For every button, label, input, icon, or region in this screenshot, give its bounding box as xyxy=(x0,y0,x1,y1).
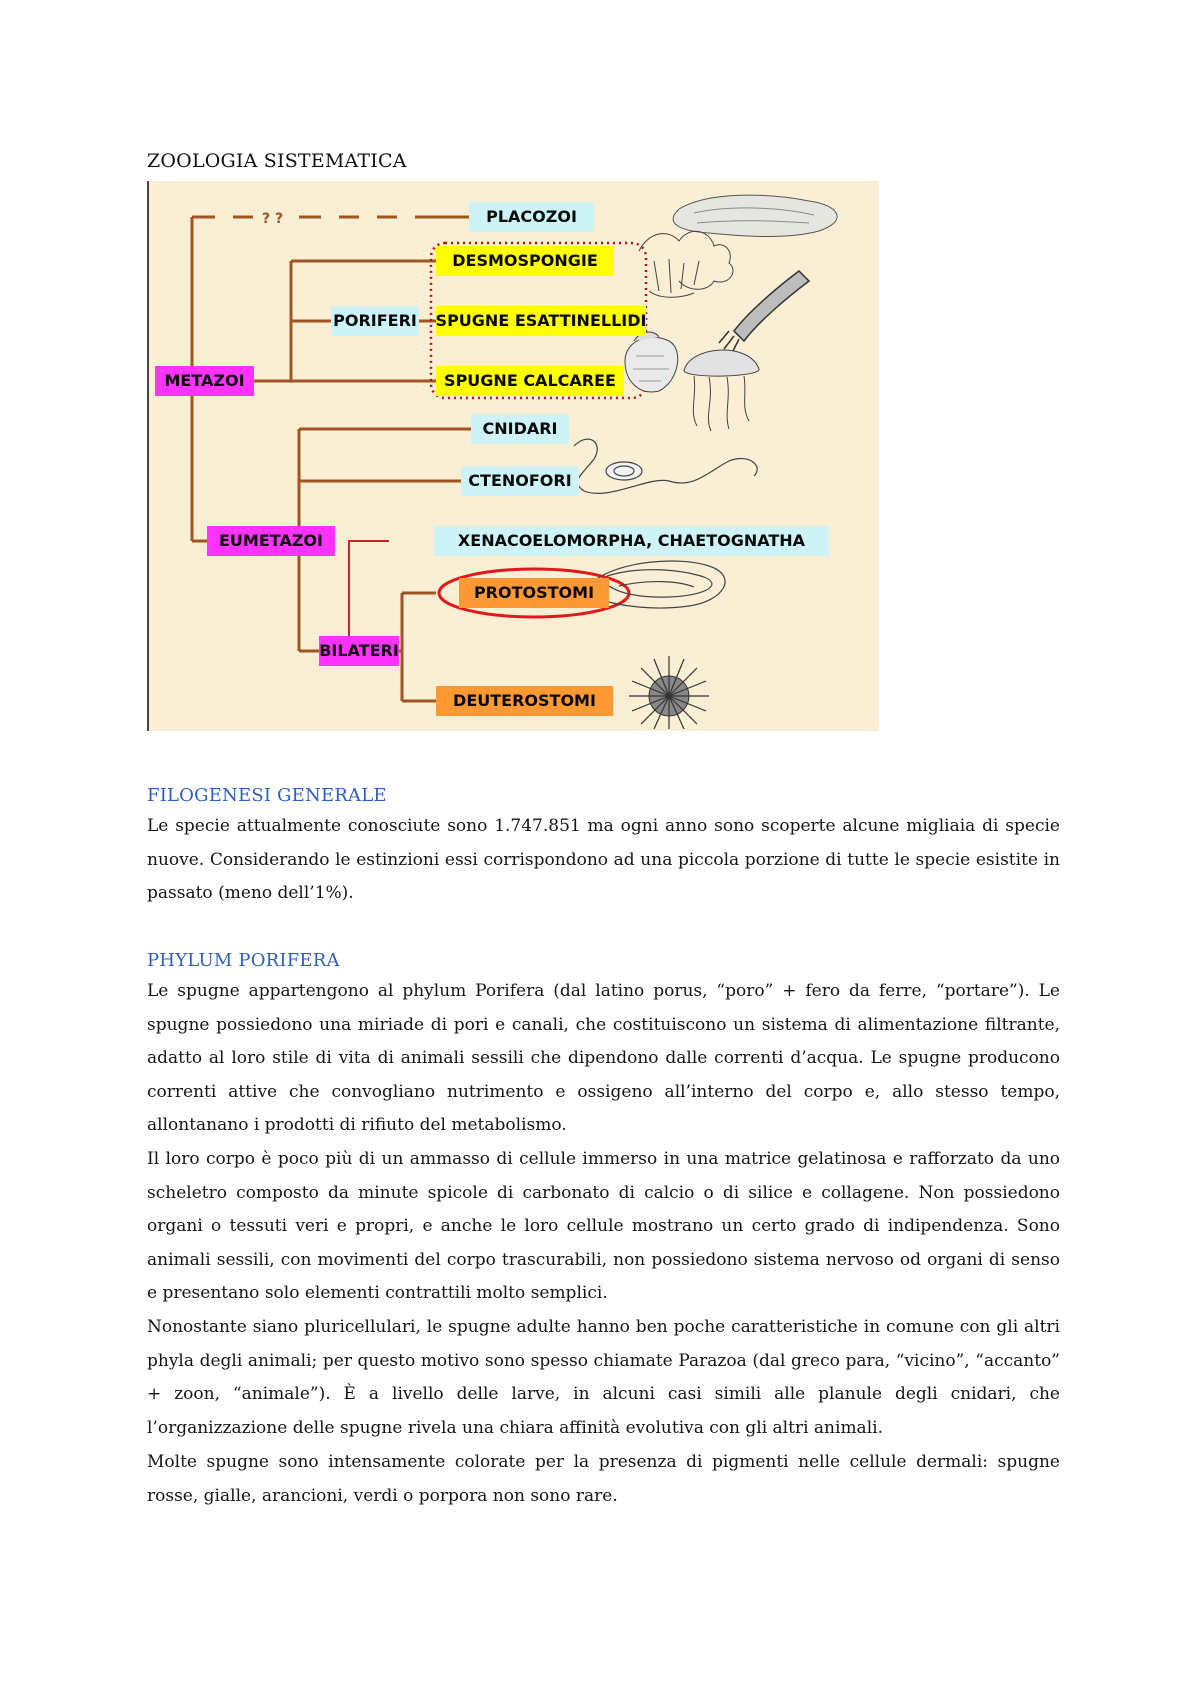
glass-sponge-sketch xyxy=(719,271,809,351)
document-title: ZOOLOGIA SISTEMATICA xyxy=(147,150,407,172)
node-poriferi: PORIFERI xyxy=(331,306,419,336)
flatworm-sketch xyxy=(594,561,725,608)
node-bilateri: BILATERI xyxy=(319,636,399,666)
paragraph-porifera-2: Il loro corpo è poco più di un ammasso di cellule immerso in una matrice gelatinosa e rafforzato da uno scheletro composto da minute spicole di carbonato di calcio o di silice e collagene. Non possiedono organi o tessuti veri e propri, e anche le loro cellule mostrano un certo grado di indipendenza. Sono animali sessili, con movimenti del corpo trascurabili, non possiedono sistema nervoso od organi di senso e presentano solo elementi contrattili molto semplici. xyxy=(147,1149,1060,1303)
paragraph-porifera-3: Nonostante siano pluricellulari, le spugne adulte hanno ben poche caratteristiche in comune con gli altri phyla degli animali; per questo motivo sono spesso chiamate Parazoa (dal greco para, “vicino”, “accanto” + zoon, “animale”). È a livello delle larve, in alcuni casi simili alle planule degli cnidari, che l’organizzazione delle spugne rivela una chiara affinità evolutiva con gli altri animali. xyxy=(147,1317,1060,1438)
demosponge-sketch xyxy=(639,231,733,297)
paragraph-porifera-4: Molte spugne sono intensamente colorate per la presenza di pigmenti nelle cellule dermali: spugne rosse, gialle, arancioni, verdi o porpora non sono rare. xyxy=(147,1452,1060,1506)
node-deuterostomi: DEUTEROSTOMI xyxy=(436,686,613,716)
node-eumetazoi: EUMETAZOI xyxy=(207,526,335,556)
node-spugne-calcaree: SPUGNE CALCAREE xyxy=(436,366,624,396)
node-protostomi: PROTOSTOMI xyxy=(459,578,609,608)
node-ctenofori: CTENOFORI xyxy=(461,466,579,496)
paragraph-filogenesi: Le specie attualmente conosciute sono 1.747.851 ma ogni anno sono scoperte alcune migliaia di specie nuove. Considerando le estinzioni essi corrispondono ad una piccola porzione di tutte le specie esistite in passato (meno dell’1%). xyxy=(147,816,1060,903)
section-heading-porifera: PHYLUM PORIFERA xyxy=(147,950,340,971)
section-heading-filogenesi: FILOGENESI GENERALE xyxy=(147,785,387,806)
node-placozoi: PLACOZOI xyxy=(469,202,594,232)
phylogeny-diagram xyxy=(147,181,879,731)
ctenophore-sketch xyxy=(574,439,757,493)
node-metazoi: METAZOI xyxy=(155,366,254,396)
unknown-marker: ? ? xyxy=(262,211,284,227)
sea-urchin-sketch xyxy=(629,656,709,729)
paragraph-porifera-1: Le spugne appartengono al phylum Porifera (dal latino porus, “poro” + fero da ferre, “portare”). Le spugne possiedono una miriade di pori e canali, che costituiscono un sistema di alimentazione filtrante, adatto al loro stile di vita di animali sessili che dipendono dalle correnti d’acqua. Le spugne producono correnti attive che convogliano nutrimento e ossigeno all’interno del corpo e, allo stesso tempo, allontanano i prodotti di rifiuto del metabolismo. xyxy=(147,981,1060,1135)
node-xenacoelomorpha: XENACOELOMORPHA, CHAETOGNATHA xyxy=(434,526,829,556)
calcareous-sponge-sketch xyxy=(625,332,678,392)
branch-lines xyxy=(155,217,471,701)
node-desmospongie: DESMOSPONGIE xyxy=(436,246,614,276)
node-cnidari: CNIDARI xyxy=(471,414,569,444)
node-spugne-esattinellidi: SPUGNE ESATTINELLIDI xyxy=(436,306,646,336)
jellyfish-sketch xyxy=(684,350,759,431)
red-branch-line xyxy=(349,541,354,651)
placozoa-sketch xyxy=(673,195,837,236)
